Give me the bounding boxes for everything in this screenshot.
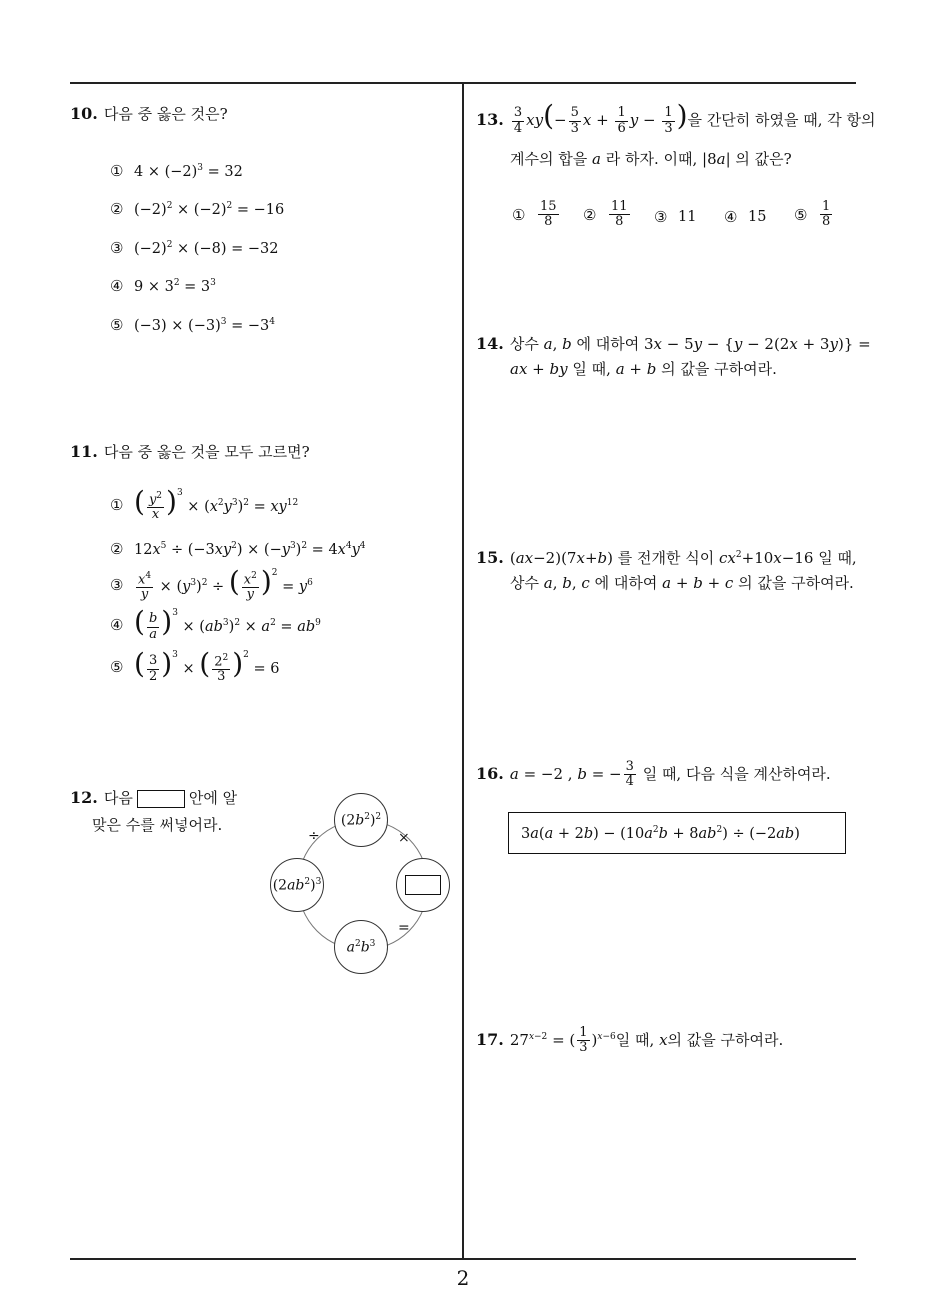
cycle-diagram [268,790,458,980]
question-14: 14. 상수 a, b 에 대하여 3x − 5y − {y − 2(2x + 3y)} = [476,334,871,353]
option-value: 15 [748,209,767,225]
question-text: 다음 중 옳은 것은? [103,105,228,123]
q13-option-3[interactable]: ③ 11 [654,208,697,226]
q13-option-2[interactable]: ② $\frac{11}{8}$ [583,199,628,230]
question-text: 다음 중 옳은 것을 모두 고르면? [103,443,310,461]
option-expr: $9 \times 3^2 = 3^3$ [134,277,216,295]
option-value: $\frac{1}{8}$ [822,199,831,230]
bottom-rule [70,1258,856,1260]
option-value: 11 [678,209,697,225]
times-sign: × [398,830,410,846]
q10-option-5[interactable]: ⑤ $(-3) \times (-3)^3 = -3^4$ [110,316,275,334]
option-expr: $12x^5 \div (-3xy^2) \times (-y^3)^2 = 4x^4y^4$ [134,540,366,558]
q11-option-5[interactable]: ⑤ ( $\frac{3}{2}$ )$^3$ × ( $\frac{2^2}{3}$ )$^2$ = 6 [110,647,280,685]
question-12-line2 [92,814,222,837]
expression: $3a(a + 2b) - (10a^2b + 8ab^2) \div (-2ab)$ [521,824,800,842]
question-text: 을 간단히 하였을 때, 각 항의 [687,111,876,129]
option-expr: ( $\frac{y^2}{x}$ )$^3 \times (x^2y^3)^2 = xy^{12}$ [134,485,299,523]
question-14-line2: ax + by 일 때, a + b 의 값을 구하여라. [510,360,777,378]
q11-option-4[interactable]: ④ ( $\frac{b}{a}$ )$^3 \times (ab^3)^2 \times a^2 = ab^9$ [110,605,321,642]
question-text: 다음 [103,789,133,807]
question-15-line2: 상수 a, b, c 에 대하여 a + b + c 의 값을 구하여라. [510,574,854,592]
blank-box [405,875,441,895]
question-12 [70,786,237,811]
q13-option-1[interactable]: ① $\frac{15}{8}$ [512,199,557,230]
question-number: 17. [476,1029,504,1049]
expression-box [508,812,846,854]
equals-sign: = [398,920,410,936]
node-left: $(2ab^2)^3$ [270,858,324,912]
q11-option-2[interactable]: ② $12x^5 \div (-3xy^2) \times (-y^3)^2 = 4x^4y^4$ [110,540,366,558]
question-expr: $\frac{3}{4}$ xy(− $\frac{5}{3}$ x + $\frac{1}{6}$ y − $\frac{1}{3}$ ) [513,99,688,136]
option-value: $\frac{15}{8}$ [540,199,557,230]
node-right-blank[interactable] [396,858,450,912]
question-16: 16. a = −2 , b = − $\frac{3}{4}$ 일 때, 다음 식을 계산하여라. [476,759,831,790]
option-expr: $4 \times (-2)^3 = 32$ [134,162,243,180]
q11-option-3[interactable]: ③ $\frac{x^4}{y}$ × $(y^3)^2$ ÷ ( $\frac{x^2}{y}$ )$^2 = y^6$ [110,565,313,603]
option-expr: $(-2)^2 \times (-8) = -32$ [134,239,279,257]
question-number: 12. [70,788,98,807]
question-13-line2: 계수의 합을 a 라 하자. 이때, |8a| 의 값은? [510,150,792,168]
question-number: 16. [476,763,504,783]
option-expr: $(-3) \times (-3)^3 = -3^4$ [134,316,275,334]
option-expr: $(-2)^2 \times (-2)^2 = -16$ [134,200,285,218]
q13-option-5[interactable]: ⑤ $\frac{1}{8}$ [794,199,831,230]
question-number: 10. [70,104,98,123]
option-expr: ( $\frac{3}{2}$ )$^3$ × ( $\frac{2^2}{3}$ )$^2$ = 6 [134,647,280,685]
option-expr: ( $\frac{b}{a}$ )$^3 \times (ab^3)^2 \times a^2 = ab^9$ [134,605,321,642]
option-value: $\frac{11}{8}$ [611,199,628,230]
node-bottom: $a^2b^3$ [334,920,388,974]
q10-option-3[interactable]: ③ $(-2)^2 \times (-8) = -32$ [110,239,279,257]
question-13 [476,99,876,136]
q10-option-4[interactable]: ④ $9 \times 3^2 = 3^3$ [110,277,216,295]
question-number: 11. [70,442,98,461]
page-number: 2 [456,1266,470,1290]
blank-box [137,790,185,808]
question-text: 안에 알 [188,789,238,807]
column-divider [462,82,464,1259]
q10-option-1[interactable]: ① $4 \times (-2)^3 = 32$ [110,162,243,180]
q13-option-4[interactable]: ④ 15 [724,208,767,226]
q11-option-1[interactable]: ① ( $\frac{y^2}{x}$ )$^3 \times (x^2y^3)^2 = xy^{12}$ [110,485,299,523]
question-11 [70,440,310,465]
option-expr: $\frac{x^4}{y}$ × $(y^3)^2$ ÷ ( $\frac{x^2}{y}$ )$^2 = y^6$ [138,565,313,603]
divide-sign: ÷ [308,828,320,844]
question-number: 13. [476,110,504,129]
question-text: 맞은 수를 써넣어라. [92,816,223,834]
question-number: 14. [476,334,504,353]
q10-option-2[interactable]: ② $(-2)^2 \times (-2)^2 = -16$ [110,200,285,218]
question-17: 17. $27^{x-2}$ = ( $\frac{1}{3}$ )$^{x-6}$일 때, x의 값을 구하여라. [476,1025,784,1056]
node-top: $(2b^2)^2$ [334,793,388,847]
question-15: 15. (ax−2)(7x+b) 를 전개한 식이 $cx^2+10x-16$ 일 때, [476,548,857,567]
question-10 [70,102,228,127]
question-number: 15. [476,548,504,567]
